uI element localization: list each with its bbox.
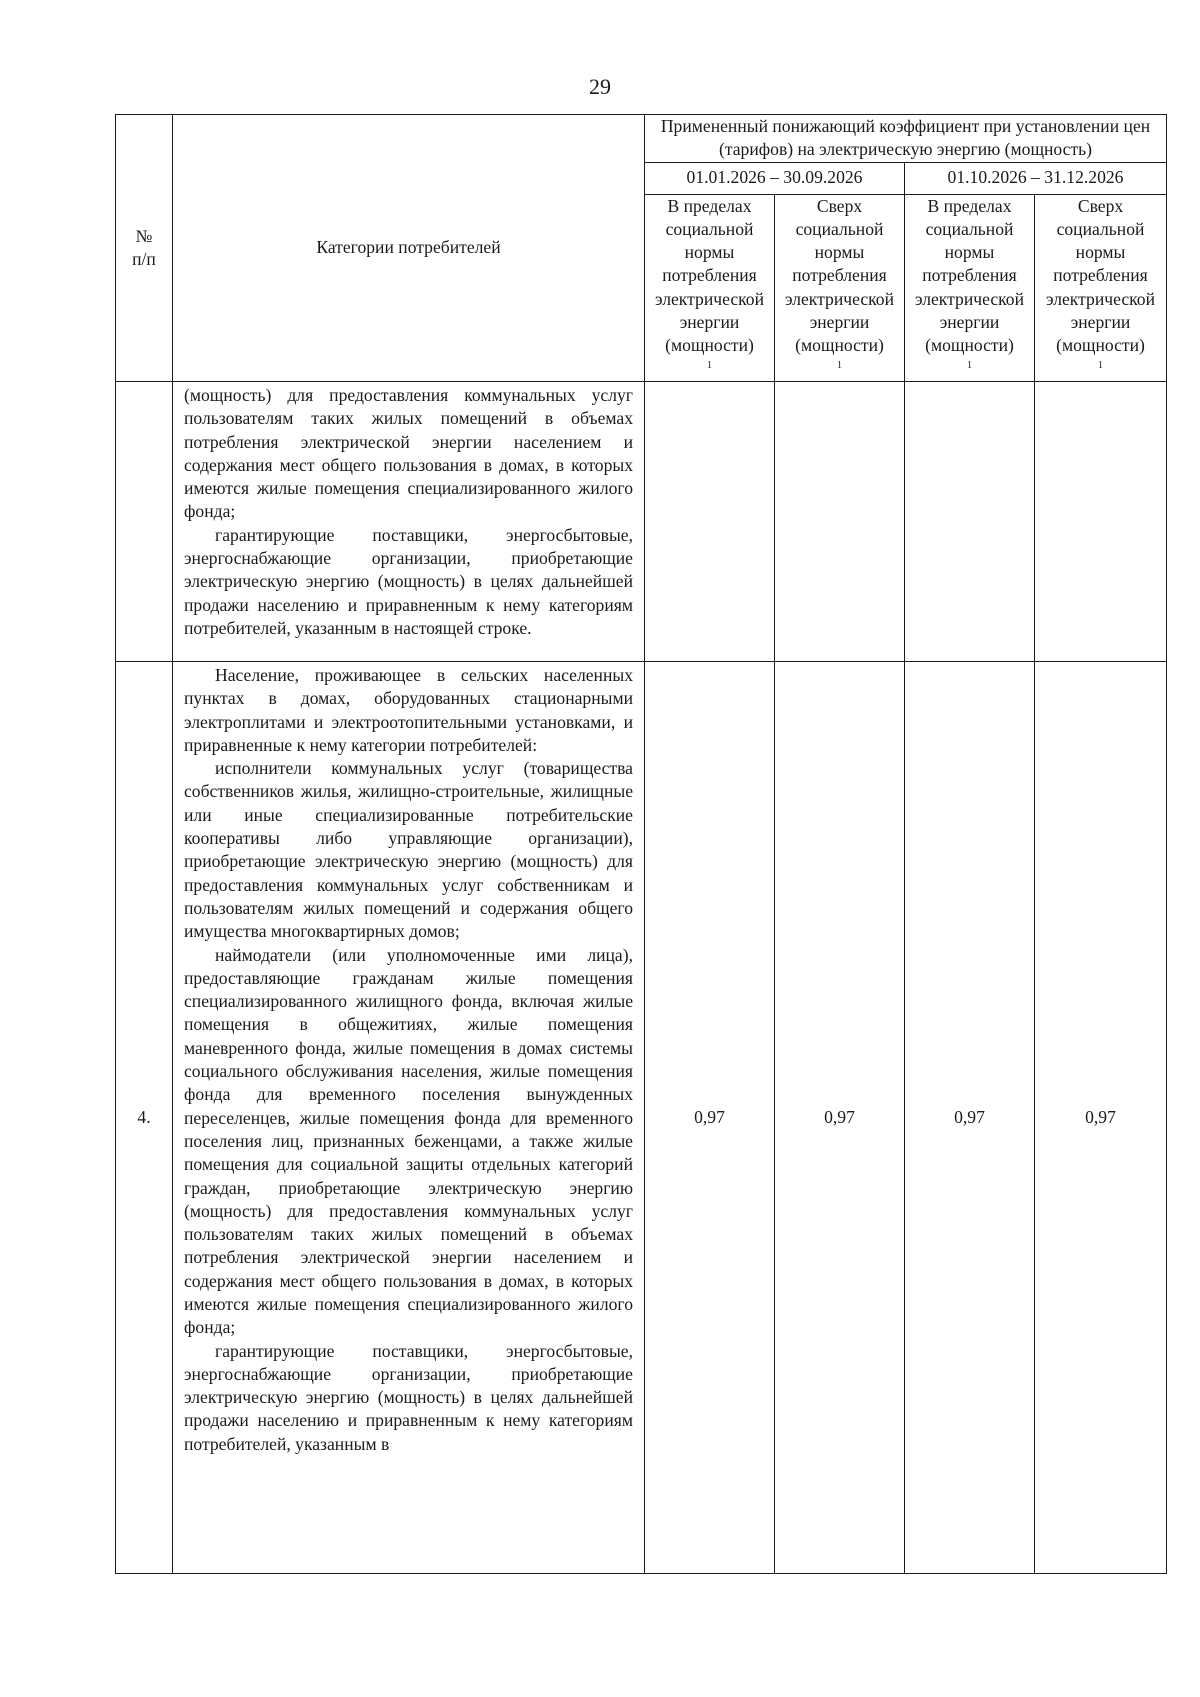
table-row bbox=[116, 381, 1167, 661]
header-above-norm-period-2: Сверх социальной нормы потребления электрической энергии (мощности) $^1$ bbox=[1035, 194, 1167, 381]
coefficient-cell: 0,97 bbox=[1035, 661, 1167, 1573]
header-number-line-2: п/п bbox=[132, 248, 156, 269]
row-number bbox=[116, 381, 173, 661]
header-above-norm-period-1: Сверх социальной нормы потребления электрической энергии (мощности) $^1$ bbox=[775, 194, 905, 381]
footnote-mark: 1 bbox=[1098, 359, 1103, 371]
coefficient-cell bbox=[905, 381, 1035, 661]
header-coefficient-group: Примененный понижающий коэффициент при установлении цен (тарифов) на электрическую энергию (мощность) bbox=[645, 115, 1167, 163]
category-paragraph: (мощность) для предоставления коммунальных услуг пользователям таких жилых помещений в объемах потребления электрической энергии населением и содержания мест общего пользования в домах, в которых имеются жилые помещения специализированного жилого фонда; bbox=[184, 384, 633, 522]
header-number-line-1: № bbox=[135, 225, 153, 246]
category-paragraph: исполнители коммунальных услуг (товарищества собственников жилья, жилищно-строительные, жилищные или иные специализированные потребительские кооперативы либо управляющие организации), приобретающие электрическую энергию (мощность) для предоставления коммунальных услуг собственникам и пользователям жилых помещений и содержания общего имущества многоквартирных домов; bbox=[184, 758, 633, 942]
header-number bbox=[116, 115, 173, 382]
footnote-mark: 1 bbox=[837, 359, 842, 371]
row-number: 4. bbox=[116, 661, 173, 1573]
category-paragraph: наймодатели (или уполномоченные ими лица), предоставляющие гражданам жилые помещения специализированного жилищного фонда, включая жилые помещения в общежитиях, жилые помещения маневренного фонда, жилые помещения в домах системы социального обслуживания населения, жилые помещения фонда для временного поселения вынужденных переселенцев, жилые помещения фонда для временного поселения лиц, признанных беженцами, а также жилые помещения для социальной защиты отдельных категорий граждан, приобретающие электрическую энергию (мощность) для предоставления коммунальных услуг пользователям таких жилых помещений в объемах потребления электрической энергии населением и содержания мест общего пользования в домах, в которых имеются жилые помещения специализированного жилого фонда; bbox=[184, 944, 633, 1338]
header-row-group bbox=[116, 115, 1167, 163]
coefficient-cell bbox=[645, 381, 775, 661]
coefficient-cell bbox=[775, 381, 905, 661]
row-category-text bbox=[173, 381, 645, 661]
category-paragraph: гарантирующие поставщики, энергосбытовые, энергоснабжающие организации, приобретающие электрическую энергию (мощность) в целях дальнейшей продажи населению и приравненным к нему категориям потребителей, указанным в настоящей строке. bbox=[184, 524, 633, 638]
category-paragraph: Население, проживающее в сельских населенных пунктах в домах, оборудованных стационарными электроплитами и электроотопительными установками, и приравненные к нему категории потребителей: bbox=[184, 664, 633, 755]
footnote-mark: 1 bbox=[967, 359, 972, 371]
header-within-norm-period-2: В пределах социальной нормы потребления электрической энергии (мощности) $^1$ bbox=[905, 194, 1035, 381]
header-category: Категории потребителей bbox=[173, 115, 645, 382]
header-period-1: 01.01.2026 – 30.09.2026 bbox=[645, 162, 905, 194]
coefficient-cell: 0,97 bbox=[775, 661, 905, 1573]
coefficient-cell: 0,97 bbox=[905, 661, 1035, 1573]
row-category-text bbox=[173, 661, 645, 1573]
coefficient-cell bbox=[1035, 381, 1167, 661]
header-within-norm-period-1: В пределах социальной нормы потребления электрической энергии (мощности) $^1$ bbox=[645, 194, 775, 381]
table-row bbox=[116, 661, 1167, 1573]
header-period-2: 01.10.2026 – 31.12.2026 bbox=[905, 162, 1167, 194]
tariff-coefficient-table bbox=[115, 114, 1167, 1574]
page-number: 29 bbox=[589, 74, 611, 99]
category-paragraph: гарантирующие поставщики, энергосбытовые, энергоснабжающие организации, приобретающие электрическую энергию (мощность) в целях дальнейшей продажи населению и приравненным к нему категориям потребителей, указанным в bbox=[184, 1340, 633, 1454]
footnote-mark: 1 bbox=[707, 359, 712, 371]
coefficient-cell: 0,97 bbox=[645, 661, 775, 1573]
